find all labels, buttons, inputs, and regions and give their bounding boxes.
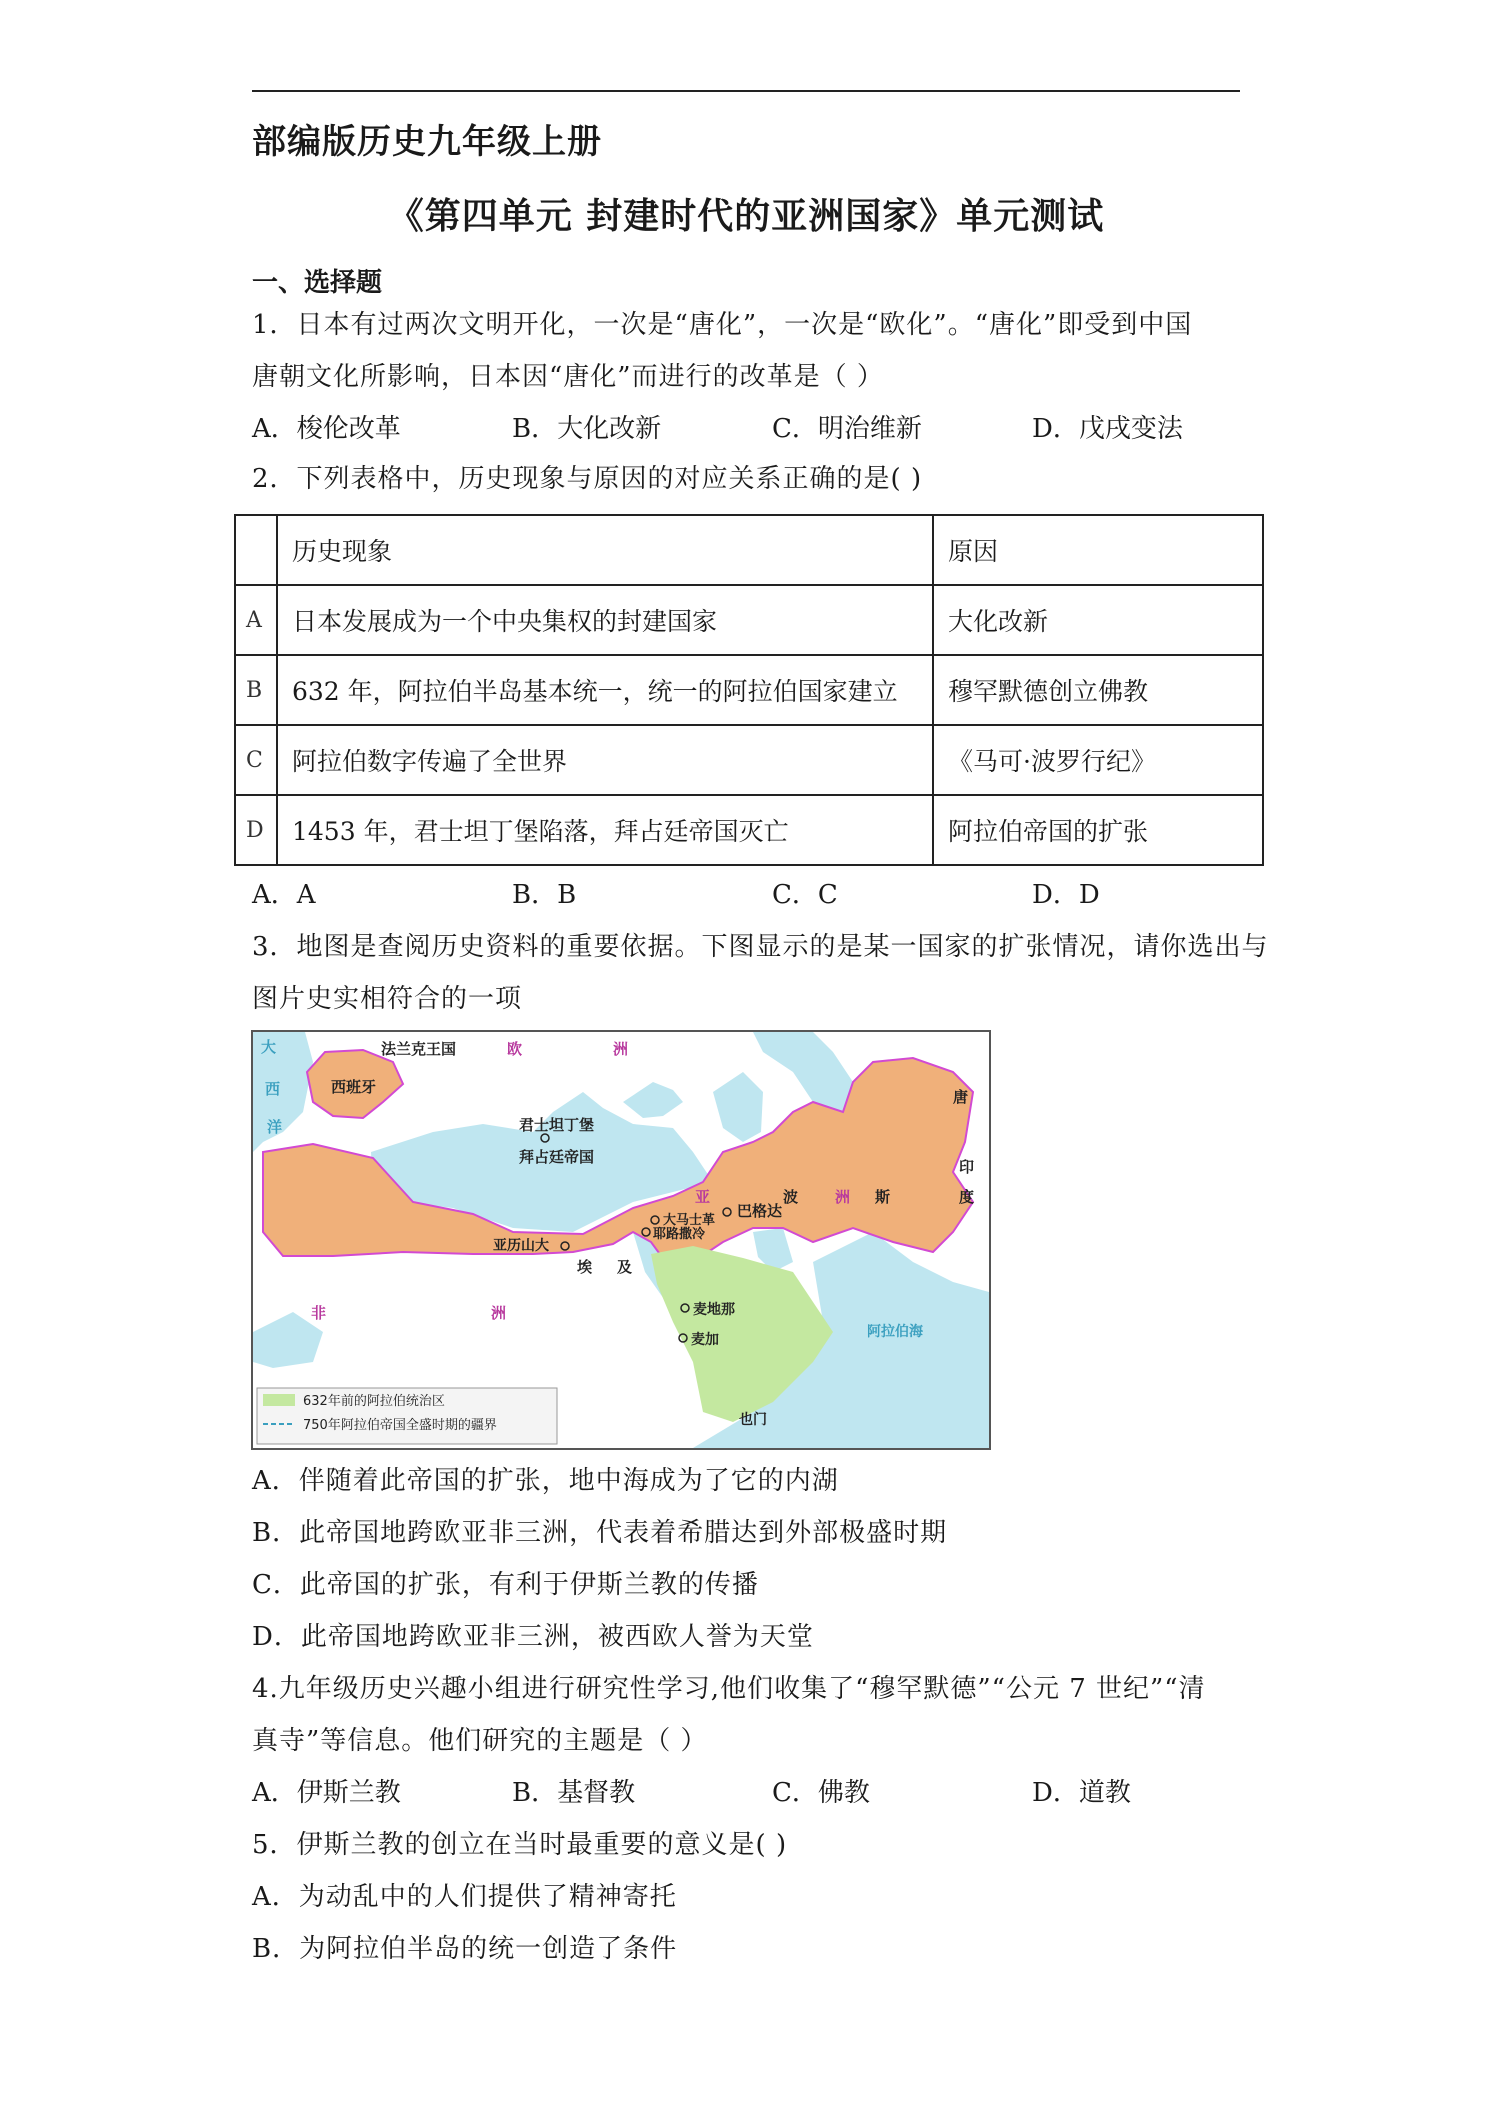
label-constantinople: 君士坦丁堡 — [519, 1116, 595, 1134]
label-medina: 麦地那 — [693, 1302, 735, 1318]
row-key: A — [235, 585, 277, 655]
q5-option-b[interactable]: B．为阿拉伯半岛的统一创造了条件 — [252, 1934, 678, 1964]
table-header-reason: 原因 — [933, 515, 1263, 585]
label-tang: 唐 — [953, 1088, 969, 1106]
label-asia: 洲 — [835, 1188, 851, 1206]
section-heading: 一、选择题 — [252, 268, 383, 298]
label-baghdad: 巴格达 — [737, 1202, 783, 1220]
table-header-phenomenon: 历史现象 — [277, 515, 933, 585]
label-europe: 欧 — [507, 1040, 523, 1058]
table-row — [235, 795, 1263, 865]
q2-option-b[interactable]: B．B — [512, 880, 577, 910]
document-title: 部编版历史九年级上册 — [252, 122, 602, 162]
label-atlantic: 洋 — [267, 1118, 283, 1136]
q3-stem-line2: 图片史实相符合的一项 — [252, 984, 523, 1014]
q4-option-c[interactable]: C．佛教 — [772, 1778, 870, 1808]
q1-stem-line1: 1．日本有过两次文明开化，一次是“唐化”，一次是“欧化”。“唐化”即受到中国 — [252, 310, 1193, 340]
row-reason: 阿拉伯帝国的扩张 — [933, 795, 1263, 865]
header-rule — [252, 90, 1240, 92]
q5-option-a[interactable]: A．为动乱中的人们提供了精神寄托 — [252, 1882, 677, 1912]
row-phenomenon: 阿拉伯数字传遍了全世界 — [277, 725, 933, 795]
q1-stem-line2: 唐朝文化所影响，日本因“唐化”而进行的改革是（ ） — [252, 362, 884, 392]
table-row — [235, 725, 1263, 795]
legend-label-632: 632年前的阿拉伯统治区 — [303, 1394, 445, 1409]
q4-option-d[interactable]: D．道教 — [1032, 1778, 1131, 1808]
q1-option-a[interactable]: A．梭伦改革 — [252, 414, 401, 444]
row-phenomenon: 632 年，阿拉伯半岛基本统一，统一的阿拉伯国家建立 — [277, 655, 933, 725]
label-africa: 洲 — [491, 1304, 507, 1322]
table-header-row — [235, 515, 1263, 585]
label-mecca: 麦加 — [691, 1332, 719, 1348]
q3-option-c[interactable]: C．此帝国的扩张，有利于伊斯兰教的传播 — [252, 1570, 759, 1600]
document-subtitle: 《第四单元 封建时代的亚洲国家》单元测试 — [387, 196, 1105, 237]
row-phenomenon: 日本发展成为一个中央集权的封建国家 — [277, 585, 933, 655]
q2-table — [234, 514, 1264, 866]
label-india: 度 — [959, 1188, 975, 1206]
row-key: B — [235, 655, 277, 725]
label-asia: 亚 — [695, 1188, 711, 1206]
legend-label-750: 750年阿拉伯帝国全盛时期的疆界 — [303, 1418, 497, 1433]
label-egypt: 及 — [617, 1258, 633, 1276]
q2-option-c[interactable]: C．C — [772, 880, 838, 910]
legend-swatch-632 — [263, 1394, 295, 1406]
label-yemen: 也门 — [739, 1412, 767, 1428]
label-alexandria: 亚历山大 — [493, 1238, 549, 1254]
label-frank: 法兰克王国 — [381, 1040, 457, 1058]
q2-option-a[interactable]: A．A — [252, 880, 316, 910]
row-reason: 大化改新 — [933, 585, 1263, 655]
q1-option-c[interactable]: C．明治维新 — [772, 414, 922, 444]
label-atlantic: 西 — [265, 1080, 281, 1098]
label-jerusalem: 耶路撒冷 — [653, 1227, 706, 1242]
table-row — [235, 585, 1263, 655]
label-damascus: 大马士革 — [663, 1213, 716, 1228]
q3-option-d[interactable]: D．此帝国地跨欧亚非三洲，被西欧人誉为天堂 — [252, 1622, 814, 1652]
row-key: C — [235, 725, 277, 795]
label-europe: 洲 — [613, 1040, 629, 1058]
label-egypt: 埃 — [577, 1258, 593, 1276]
label-africa: 非 — [311, 1304, 327, 1322]
q3-option-b[interactable]: B．此帝国地跨欧亚非三洲，代表着希腊达到外部极盛时期 — [252, 1518, 948, 1548]
label-persia: 波 — [783, 1188, 799, 1206]
q2-stem: 2．下列表格中，历史现象与原因的对应关系正确的是( ) — [252, 464, 923, 494]
label-persia: 斯 — [875, 1188, 891, 1206]
q4-option-a[interactable]: A．伊斯兰教 — [252, 1778, 401, 1808]
row-key: D — [235, 795, 277, 865]
q4-stem-line1: 4.九年级历史兴趣小组进行研究性学习,他们收集了“穆罕默德”“公元 7 世纪”“清 — [252, 1674, 1206, 1704]
q3-option-a[interactable]: A．伴随着此帝国的扩张，地中海成为了它的内湖 — [252, 1466, 839, 1496]
table-header-key — [235, 515, 277, 585]
arab-empire-map — [251, 1030, 991, 1450]
label-india: 印 — [959, 1158, 975, 1176]
q4-stem-line2: 真寺”等信息。他们研究的主题是（ ） — [252, 1726, 708, 1756]
table-row — [235, 655, 1263, 725]
label-arabian-sea: 阿拉伯海 — [867, 1324, 923, 1340]
q4-option-b[interactable]: B．基督教 — [512, 1778, 636, 1808]
label-spain: 西班牙 — [331, 1078, 377, 1096]
q5-stem: 5．伊斯兰教的创立在当时最重要的意义是( ) — [252, 1830, 788, 1860]
row-reason: 穆罕默德创立佛教 — [933, 655, 1263, 725]
q3-stem-line1: 3．地图是查阅历史资料的重要依据。下图显示的是某一国家的扩张情况，请你选出与 — [252, 932, 1269, 962]
q2-option-d[interactable]: D．D — [1032, 880, 1100, 910]
row-reason: 《马可·波罗行纪》 — [933, 725, 1263, 795]
q1-option-b[interactable]: B．大化改新 — [512, 414, 662, 444]
label-atlantic: 大 — [261, 1038, 277, 1056]
q1-option-d[interactable]: D．戊戌变法 — [1032, 414, 1183, 444]
label-byzantine: 拜占廷帝国 — [519, 1148, 595, 1166]
row-phenomenon: 1453 年，君士坦丁堡陷落，拜占廷帝国灭亡 — [277, 795, 933, 865]
